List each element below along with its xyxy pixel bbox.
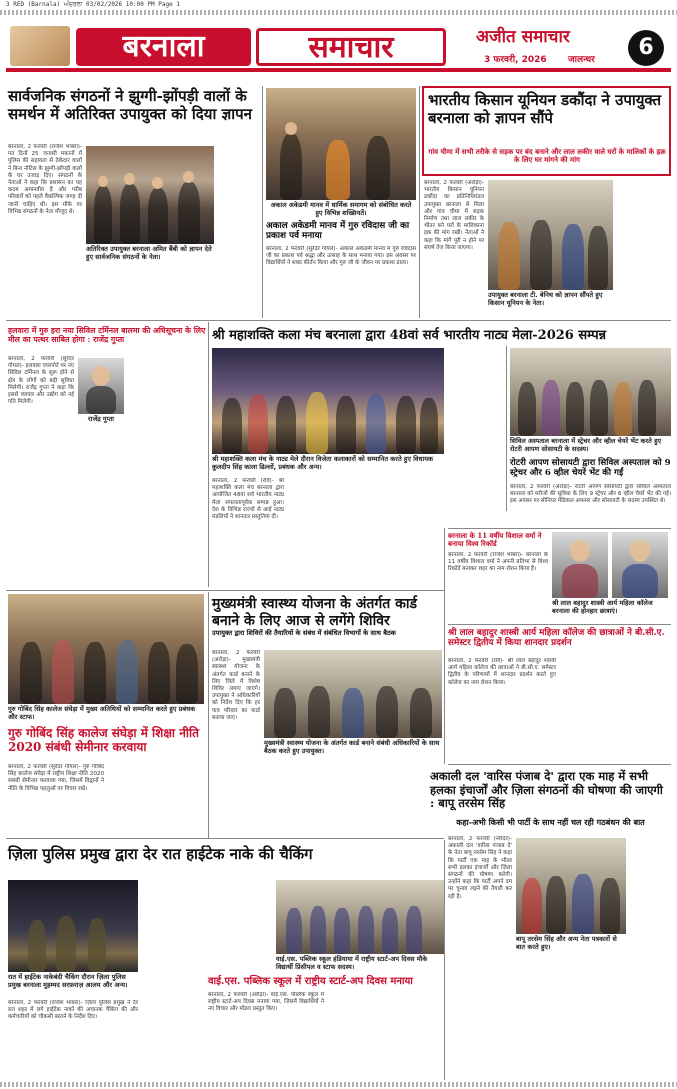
edition-city: जालन्धर: [568, 55, 595, 65]
story-4-body: बरनाला, 2 फरवरी (सुरेंदर गोयल)- हलवारा एयरपोर्ट पर नए सिविल टर्मिनल के शुरू होने से क्षेत्र के लोगों को बड़ी सुविधा मिलेगी। राजेंद्र गुप्ता ने कहा कि इससे व्यापार और उद्योग को नई गति मिलेगी।: [8, 356, 74, 406]
story-7-body-col2: [264, 762, 350, 836]
story-4-body-continued: [128, 356, 206, 586]
story-11-body-col1: [448, 940, 512, 1078]
story-10-body-continued: [560, 658, 670, 758]
story-5-photo: [212, 348, 444, 454]
story-7-caption: मुख्यमंत्री स्वास्थ्य योजना के अंतर्गत कार्ड बनाने संबंधी अधिकारियों के साथ बैठक करते हुए उपायुक्त।: [264, 739, 440, 755]
story-7-body-col3: [354, 762, 442, 836]
story-10-body: बरनाला, 2 फरवरी (रवि)- श्री लाल बहादुर शास्त्री आर्य महिला कॉलेज की छात्राओं ने बी.सी.ए. समेस्टर द्वितीय के परिणामों में शानदार प्रदर्शन करते हुए कॉलेज का नाम रोशन किया।: [448, 658, 556, 686]
student-photo-2: [612, 532, 668, 598]
story-4-portrait: [78, 358, 124, 414]
story-8-caption: गुरु गोबिंद सिंह कालेज संघेड़ा में मुख्य अतिथियों को सम्मानित करते हुए प्रबंधक और स्टाफ।: [8, 705, 196, 721]
story-13-photo: [276, 880, 444, 954]
issue-date: 3 फरवरी, 2026: [484, 55, 547, 65]
story-2-headline: अकाल अकेडमी मानव में गुरु रविदास जी का प्रकाश पर्व मनाया: [266, 221, 410, 242]
story-2-body: बरनाला, 2 फरवरी (सुरेंदर गोयल)- अकाल अकेडमी मानव में गुरु रविदास जी का प्रकाश पर्व श्रद्धा और उत्साह के साथ मनाया गया। इस अवसर पर विद्यार्थियों ने शबद कीर्तन किया और गुरु जी के जीवन पर प्रकाश डाला।: [266, 246, 416, 267]
story-5-headline: श्री महाशक्ति कला मंच बरनाला द्वारा 48वां सर्व भारतीय नाट्य मेला-2026 सम्पन्न: [212, 328, 607, 343]
story-3-headline: भारतीय किसान यूनियन डकौंदा ने उपायुक्त बरनाला को ज्ञापन सौंपे: [428, 91, 662, 127]
story-12-body-col2: [142, 880, 204, 1080]
story-3-caption: उपायुक्त बरनाला टी. बेनिथ को ज्ञापन सौंपते हुए किसान यूनियन के नेता।: [488, 291, 603, 307]
story-13-body-continued: [328, 992, 444, 1080]
story-1-caption: अतिरिक्त उपायुक्त बरनाला अमित बैंबी को ज्ञापन देते हुए सार्वजनिक संगठनों के नेता।: [86, 245, 212, 261]
story-3-body-continued: [617, 180, 671, 316]
registration-strip: [0, 10, 677, 15]
masthead-rule: [6, 68, 671, 72]
story-12-body: बरनाला, 2 फरवरी (राजेश भांबरा)- ज़िला पुलिस प्रमुख ने देर रात शहर में लगे हाईटेक नाकों की अचानक चैकिंग की और कर्मचारियों को चौकसी बरतने के निर्देश दिए।: [8, 1000, 138, 1021]
story-11-body: बरनाला, 2 फरवरी (नरिंदर)- अकाली दल 'वारिस पंजाब दे' के नेता बापू तरसेम सिंह ने कहा कि पार्टी एक माह के भीतर सभी हलका इंचार्जों और ज़िला संगठनों की घोषणा करेगी। उन्होंने कहा कि पार्टी अपने दम पर चुनाव लड़ने की तैयारी कर रही है।: [448, 836, 512, 900]
story-5-body: बरनाला, 2 फरवरी (रवि)- श्री महाशक्ति कला मंच बरनाला द्वारा आयोजित 48वां सर्व भारतीय नाट्य मेला सफलतापूर्वक सम्पन्न हुआ। देश के विभिन्न राज्यों से आई नाट्य मंडलियों ने शानदार प्रस्तुतियां दीं।: [212, 478, 284, 521]
story-3-body: बरनाला, 2 फरवरी (अरोड़ा)- भारतीय किसान यूनियन डकौंदा का प्रतिनिधिमंडल उपायुक्त बरनाला से मिला और गांव चीमा में सड़क निर्माण तथा लाल लकीर के भीतर बने घरों के मालिकाना हक़ की मांग रखी। नेताओं ने कहा कि मांगें पूरी न होने पर संघर्ष तेज किया जाएगा।: [424, 180, 484, 251]
story-12-photo: [8, 880, 138, 972]
story-7-body: बरनाला, 2 फरवरी (अरोड़ा)- मुख्यमंत्री स्वास्थ्य योजना के अंतर्गत कार्ड बनाने के लिए जिले में विशेष शिविर लगाए जाएंगे। उपायुक्त ने अधिकारियों को निर्देश दिए कि हर पात्र परिवार का कार्ड बनाया जाए।: [212, 650, 260, 721]
story-8-headline: गुरु गोबिंद सिंह कालेज संघेड़ा में शिक्षा नीति 2020 संबंधी सेमीनार करवाया: [8, 726, 199, 755]
story-2-caption: अकाल अकेडमी मानव में धार्मिक समागम को संबोधित करते हुए विभिन्न शख्सियतें।: [270, 201, 412, 217]
story-13-body: बरनाला, 2 फरवरी (अरोड़ा)- वाई.एस. पब्लिक स्कूल में राष्ट्रीय स्टार्ट-अप दिवस मनाया गया, जिसमें विद्यार्थियों ने नए विचार और मॉडल प्रस्तुत किए।: [208, 992, 324, 1013]
story-7-headline: मुख्यमंत्री स्वास्थ्य योजना के अंतर्गत कार्ड बनाने के लिए आज से लगेंगे शिविर: [212, 596, 418, 629]
story-2-photo: [266, 88, 416, 200]
story-8-body: बरनाला, 2 फरवरी (सुरेंदर गोयल)- गुरु गोबिंद सिंह कालेज संघेड़ा में राष्ट्रीय शिक्षा नीति 2020 संबंधी सेमीनार करवाया गया, जिसमें विद्वानों ने नीति के विभिन्न पहलुओं पर विचार रखे।: [8, 764, 104, 792]
story-5-body-col2: [288, 478, 360, 586]
masthead-decoration: [10, 26, 70, 66]
story-11-caption: बापू तरसेम सिंह और अन्य नेता पत्रकारों से बात करते हुए।: [516, 935, 617, 951]
story-5-caption: श्री महाशक्ति कला मंच के नाट्य मेले दौरान विजेता कलाकारों को सम्मानित करते हुए विधायक कुलदीप सिंह काला ढिल्लों, प्रबंधक और अन्य।: [212, 455, 433, 471]
story-10-caption: श्री लाल बहादुर शास्त्री आर्य महिला कॉलेज बरनाला की होनहार छात्राएं।: [552, 599, 653, 615]
story-4-caption: राजेंद्र गुप्ता: [88, 415, 114, 423]
story-13-caption: वाई.एस. पब्लिक स्कूल हंडियाया में राष्ट्रीय स्टार्ट-अप दिवस मौके विद्यार्थी प्रिंसीपल व स्टाफ सदस्य।: [276, 955, 428, 971]
story-9-headline: बरनाला के 11 वर्षीय विशाल वर्मा ने बनाया विश्व रिकॉर्ड: [448, 531, 542, 549]
story-3-photo: [488, 180, 613, 290]
story-12-headline: ज़िला पुलिस प्रमुख द्वारा देर रात हाईटेक नाके की चैकिंग: [8, 845, 313, 863]
registration-strip-bottom: [0, 1082, 677, 1087]
story-8-photo: [8, 594, 204, 704]
story-6-headline: रोटरी आपण सोसायटी द्वारा सिविल अस्पताल को 9 स्ट्रेचर और 6 व्हील चेयरें भेंट की गईं: [510, 458, 671, 479]
masthead: [6, 22, 671, 74]
page-number: 6: [628, 30, 664, 66]
story-1-body-continued: [218, 146, 260, 316]
story-5-body-col4: [448, 348, 504, 508]
story-6-caption: सिविल अस्पताल बरनाला में स्ट्रेचर और व्हील चेयरें भेंट करते हुए रोटरी आपण सोसायटी के सदस्य।: [510, 437, 662, 453]
story-7-photo: [264, 650, 442, 738]
story-12-caption: रात में हाईटेक नाकेबंदी चैकिंग दौरान ज़िला पुलिस प्रमुख बरनाला मुहम्मद सरफ़राज़ आलम और अन्य।: [8, 973, 128, 989]
section-word: समाचार: [256, 28, 446, 66]
story-1-photo: [86, 146, 214, 244]
story-11-photo: [516, 838, 626, 934]
story-11-body-col3: [630, 838, 671, 1078]
story-4-headline: हलवारा में गुरु हरा नया सिविल टर्मिनल बालमा की अधिसूचना के लिए मील का पत्थर साबित होगा : राजेंद्र गुप्ता: [8, 326, 206, 345]
story-11-headline: अकाली दल 'वारिस पंजाब दे' द्वारा एक माह में सभी हलका इंचार्जों और ज़िला संगठनों की घोषणा की जाएगी : बापू तरसेम सिंह: [430, 769, 663, 811]
print-slug: 3 RED (Barnala) ਅੰਦਰਲਾ 03/02/2026 10:00 PM Page 1: [6, 1, 180, 8]
story-1-body: बरनाला, 2 फरवरी (राजेश भांबरा)- गत दिनों 25 जनवरी मकानों में पुलिस की सहायता से ठेकेदार वालों ने बिना नोटिस के झुग्गी-झोंपड़ी वालों के घर उजाड़ दिए। संगठनों के नेताओं ने कहा कि प्रशासन का यह कदम अमानवीय है और गरीब परिवारों को पहले वैकल्पिक जगह दी जानी चाहिए थी। इस मौके पर विभिन्न संगठनों के नेता मौजूद थे।: [8, 144, 82, 215]
story-1-headline: सार्वजनिक संगठनों ने झुग्गी-झोंपड़ी वालों के समर्थन में अतिरिक्त उपायुक्त को दिया ज्ञापन: [8, 87, 252, 123]
story-5-body-col3: [364, 478, 444, 586]
story-7-subhead: उपायुक्त द्वारा शिविरों की तैयारियों के संबंध में संबंधित विभागों के साथ बैठक: [212, 629, 396, 637]
story-11-subhead: कहा-अभी किसी भी पार्टी के साथ नहीं चल रही गठबंधन की बात: [456, 818, 645, 827]
story-8-body-continued: [108, 764, 204, 836]
section-name: बरनाला: [76, 28, 251, 66]
story-6-photo: [510, 348, 671, 436]
story-6-body: बरनाला, 2 फरवरी (अरोड़ा)- रोटरी आपण सोसायटी द्वारा सिविल अस्पताल बरनाला को मरीजों की सुविधा के लिए 9 स्ट्रेचर और 6 व्हील चेयरें भेंट की गईं। इस अवसर पर सीनियर मेडिकल अफसर और सोसायटी के सदस्य उपस्थित थे।: [510, 484, 671, 505]
story-13-headline: वाई.एस. पब्लिक स्कूल में राष्ट्रीय स्टार्ट-अप दिवस मनाया: [208, 976, 413, 987]
story-10-headline: श्री लाल बहादुर शास्त्री आर्य महिला कॉलेज की छात्राओं ने बी.सी.ए. समेस्टर द्वितीय में किया शानदार प्रदर्शन: [448, 628, 665, 649]
student-photo-1: [552, 532, 608, 598]
story-11-body-col2: [516, 960, 626, 1078]
story-9-body: बरनाला, 2 फरवरी (राजेश भांबरा)- बरनाला के 11 वर्षीय विशाल वर्मा ने अपनी प्रतिभा से विश्व रिकॉर्ड बनाकर शहर का नाम रोशन किया है।: [448, 552, 548, 573]
story-12-body-col3: [208, 880, 270, 970]
newspaper-brand: अजीत समाचार: [476, 27, 570, 47]
story-3-subhead: गांव चीमा में सभी तरीके से सड़क पर बंद बनाने और लाल लकीर वाले घरों के मालिकों के हक़ के लिए घर मांगने की मांग: [428, 148, 666, 165]
